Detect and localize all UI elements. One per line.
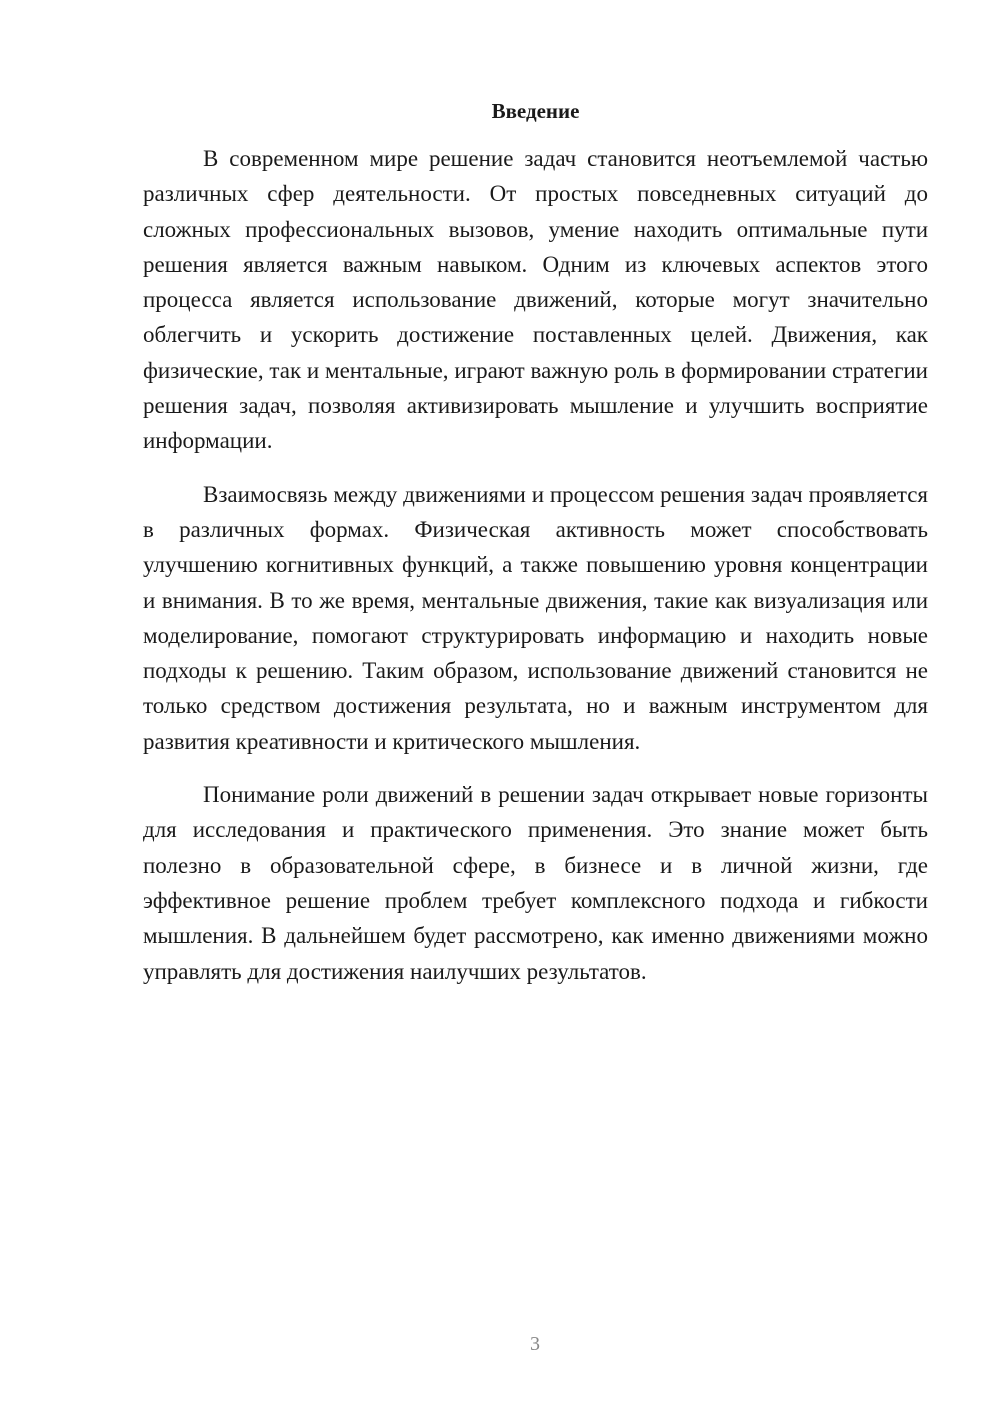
body-text	[143, 141, 928, 1007]
paragraph-2: Взаимосвязь между движениями и процессом решения задач проявляется в различных формах. Физическая активность может способствовать улучшению когнитивных функций, а также повышению уровня концентрации и внимания. В то же время, ментальные движения, такие как визуализация или моделирование, помогают структурировать информацию и находить новые подходы к решению. Таким образом, использование движений становится не только средством достижения результата, но и важным инструментом для развития креативности и критического мышления.	[143, 481, 928, 754]
page-number: 3	[530, 1333, 540, 1355]
page-title: Введение	[491, 99, 580, 123]
paragraph-3: Понимание роли движений в решении задач открывает новые горизонты для исследования и практического применения. Это знание может быть полезно в образовательной сфере, в бизнесе и в личной жизни, где эффективное решение проблем требует комплексного подхода и гибкости мышления. В дальнейшем будет рассмотрено, как именно движениями можно управлять для достижения наилучших результатов.	[143, 782, 928, 984]
paragraph-1: В современном мире решение задач становится неотъемлемой частью различных сфер деятельности. От простых повседневных ситуаций до сложных профессиональных вызовов, умение находить оптимальные пути решения является важным навыком. Одним из ключевых аспектов этого процесса является использование движений, которые могут значительно облегчить и ускорить достижение поставленных целей. Движения, как физические, так и ментальные, играют важную роль в формировании стратегии решения задач, позволяя активизировать мышление и улучшить восприятие информации.	[143, 146, 928, 454]
